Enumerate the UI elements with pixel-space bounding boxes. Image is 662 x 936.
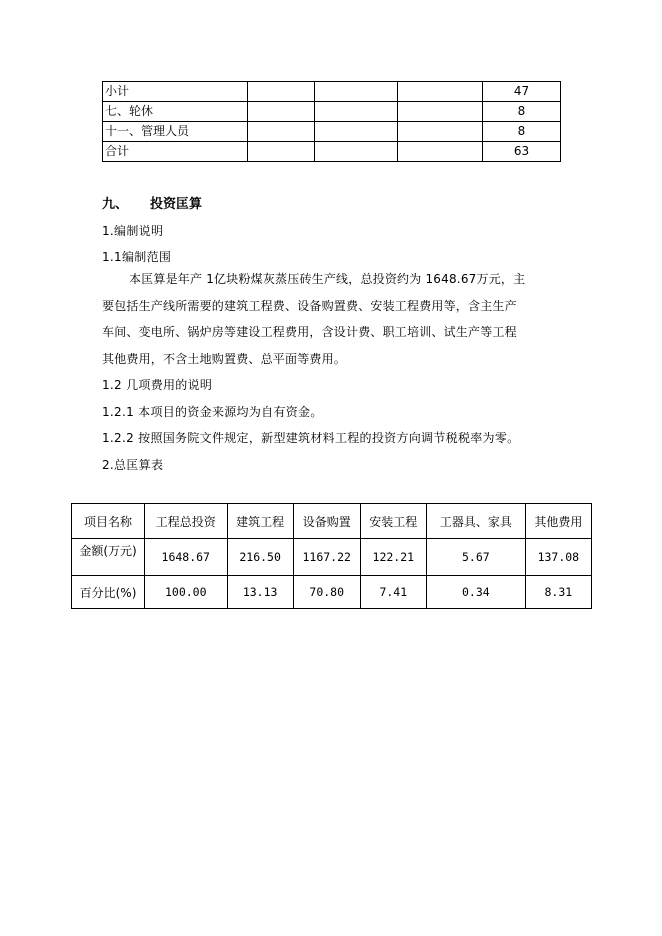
column-header: 安装工程 <box>360 504 426 539</box>
row-total: 47 <box>483 82 561 102</box>
row-total: 63 <box>483 142 561 162</box>
cell-value: 122.21 <box>360 539 426 576</box>
scope-paragraph <box>102 266 562 372</box>
column-header: 项目名称 <box>72 504 145 539</box>
row-total: 8 <box>483 122 561 142</box>
row-total: 8 <box>483 102 561 122</box>
paragraph-line: 其他费用，不含土地购置费、总平面等费用。 <box>102 351 347 366</box>
column-header: 工器具、家具 <box>426 504 525 539</box>
row-name: 七、轮休 <box>103 102 248 122</box>
paragraph-line: 车间、变电所、锅炉房等建设工程费用，含设计费、职工培训、试生产等工程 <box>102 325 517 339</box>
empty-cell <box>398 102 483 122</box>
table-row-amount <box>72 539 592 576</box>
subheading-cost-notes: 1.2 几项费用的说明 <box>102 378 213 392</box>
empty-cell <box>315 142 398 162</box>
subheading-compilation-notes: 1.编制说明 <box>102 224 164 238</box>
section-title: 投资匡算 <box>150 197 203 212</box>
column-header: 其他费用 <box>525 504 591 539</box>
table-row <box>103 82 561 102</box>
cell-value: 7.41 <box>360 576 426 609</box>
empty-cell <box>398 82 483 102</box>
cell-value: 13.13 <box>227 576 293 609</box>
section-heading <box>102 193 202 212</box>
row-label: 百分比(%) <box>72 576 145 609</box>
cell-value: 216.50 <box>227 539 293 576</box>
cell-value: 1648.67 <box>145 539 228 576</box>
empty-cell <box>398 122 483 142</box>
empty-cell <box>315 122 398 142</box>
empty-cell <box>315 102 398 122</box>
cell-value: 5.67 <box>426 539 525 576</box>
note-fund-source: 1.2.1 本项目的资金来源均为自有资金。 <box>102 405 323 419</box>
cell-value: 1167.22 <box>293 539 360 576</box>
empty-cell <box>398 142 483 162</box>
row-label: 金额(万元) <box>72 539 145 576</box>
column-header: 建筑工程 <box>227 504 293 539</box>
table-row-percent <box>72 576 592 609</box>
empty-cell <box>248 122 315 142</box>
row-name: 合计 <box>103 142 248 162</box>
subheading-summary-table: 2.总匡算表 <box>102 458 164 472</box>
table-header-row <box>72 504 592 539</box>
empty-cell <box>248 82 315 102</box>
column-header: 工程总投资 <box>145 504 228 539</box>
staffing-table <box>102 81 561 162</box>
table-row <box>103 102 561 122</box>
table-row <box>103 122 561 142</box>
note-tax-rate: 1.2.2 按照国务院文件规定，新型建筑材料工程的投资方向调节税税率为零。 <box>102 431 520 445</box>
empty-cell <box>248 102 315 122</box>
cell-value: 100.00 <box>145 576 228 609</box>
cell-value: 0.34 <box>426 576 525 609</box>
cell-value: 8.31 <box>525 576 591 609</box>
paragraph-line: 要包括生产线所需要的建筑工程费、设备购置费、安装工程费用等，含主生产 <box>102 298 517 313</box>
empty-cell <box>248 142 315 162</box>
column-header: 设备购置 <box>293 504 360 539</box>
row-name: 小计 <box>103 82 248 102</box>
section-number: 九、 <box>102 197 129 212</box>
row-name: 十一、管理人员 <box>103 122 248 142</box>
subheading-compilation-scope: 1.1编制范围 <box>102 250 172 264</box>
table-row <box>103 142 561 162</box>
cell-value: 70.80 <box>293 576 360 609</box>
paragraph-line: 本匡算是年产 1亿块粉煤灰蒸压砖生产线，总投资约为 1648.67万元，主 <box>129 272 526 286</box>
cell-value: 137.08 <box>525 539 591 576</box>
empty-cell <box>315 82 398 102</box>
investment-summary-table <box>71 503 592 609</box>
